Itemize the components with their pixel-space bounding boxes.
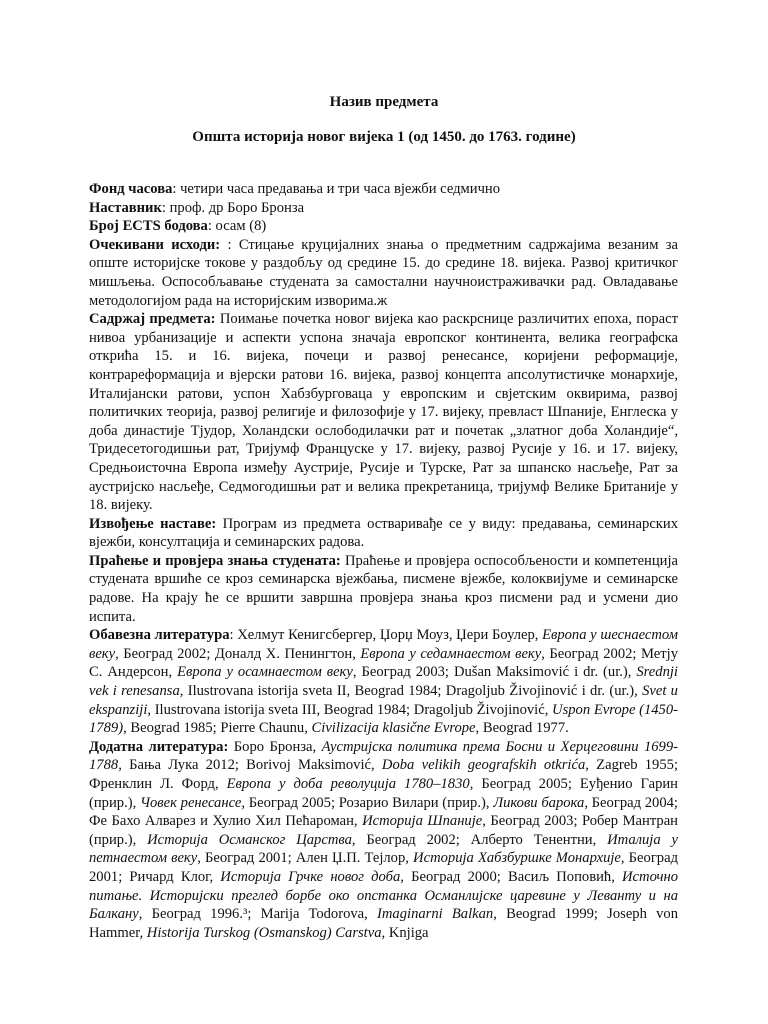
teacher-text: : проф. др Боро Бронза bbox=[161, 199, 305, 216]
ref-text: , Ilustrovana istorija sveta III, Beograd 1984; Dragoljub Živojinović, bbox=[147, 701, 553, 718]
required-literature-label: Обавезна литература bbox=[89, 627, 230, 644]
delivery-label: Извођење наставе: bbox=[89, 515, 217, 532]
ref-text: , Knjiga bbox=[381, 924, 429, 941]
ref-title: Civilizacija klasične Evrope bbox=[311, 720, 476, 737]
ref-title: Историја Османског Царства bbox=[147, 831, 352, 848]
ref-title: Историја Хабзбуршке Монархије bbox=[413, 850, 621, 867]
ref-title: Uspon Evrope (1450-1789) bbox=[89, 701, 679, 737]
course-name-label: Назив предмета bbox=[329, 94, 439, 110]
teacher-label: Наставник bbox=[89, 199, 162, 216]
ref-title: Историја Грчке новог доба bbox=[220, 868, 401, 885]
ref-text: , Београд 2000; Васиљ Поповић, bbox=[400, 868, 623, 885]
ref-text: , Београд 2002; Доналд Х. Пенингтон, bbox=[115, 645, 361, 662]
ref-title: Imaginarni Balkan bbox=[377, 906, 494, 923]
ref-text: , Beograd 1977. bbox=[475, 720, 569, 737]
ref-title: Источно питање. Историјски преглед борбе око опстанка Османлијске царевине у Леванту и на Балкану bbox=[89, 868, 678, 923]
assessment-paragraph bbox=[89, 552, 678, 626]
outcomes-paragraph bbox=[89, 236, 678, 310]
outcomes-label: Очекивани исходи: bbox=[89, 236, 221, 253]
ref-title: Historija Turskog (Osmanskog) Carstva bbox=[146, 924, 382, 941]
ref-text: : Хелмут Кенигсбергер, Џорџ Моуз, Џери Боулер, bbox=[229, 627, 543, 644]
ref-text: Боро Бронза, bbox=[228, 738, 322, 755]
course-title: Општа историја новог вијека 1 (од 1450. до 1763. године) bbox=[192, 129, 576, 145]
additional-literature-label: Додатна литература: bbox=[89, 738, 229, 755]
ref-title: Човек ренесансе bbox=[139, 794, 242, 811]
delivery-paragraph bbox=[89, 515, 678, 552]
ref-text: , Београд 2003; Робер Мантран (прир.), bbox=[89, 813, 678, 848]
ref-text: , Београд 2002; Алберто Тенентни, bbox=[351, 831, 608, 848]
ref-title: Европа у шеснаестом веку bbox=[89, 627, 678, 662]
ref-title: Svet u ekspanziji bbox=[89, 683, 678, 718]
ref-text: , Београд 2001; Ричард Клог, bbox=[89, 850, 679, 885]
required-literature-paragraph bbox=[89, 626, 678, 738]
assessment-label: Праћење и провјера знања студената: bbox=[89, 552, 341, 569]
content-label: Садржај предмета: bbox=[89, 311, 216, 328]
ref-text: , Београд 2003; Dušan Maksimović i dr. (ur.), bbox=[352, 664, 637, 681]
additional-literature-paragraph bbox=[89, 738, 678, 943]
ref-text: , Београд 2004; Фе Бахо Алварез и Хулио Хил Пећароман, bbox=[89, 794, 678, 830]
ref-text: , Београд 1996.³; Marija Todorova, bbox=[138, 906, 378, 923]
ects-text: : осам (8) bbox=[207, 218, 267, 235]
fund-label: Фонд часова bbox=[89, 181, 173, 197]
ref-text: , Beograd 1999; Joseph von Hammer, bbox=[89, 906, 678, 941]
ref-text: , Београд 2002; Метју С. Андерсон, bbox=[89, 645, 678, 681]
assessment-text: Праћење и провјера оспособљености и компетенција студената вршиће се кроз семинарска вјежбања, писмене вјежбе, колоквијуме и семинарске радове. На крају ће се вршити завршна провјера знања кроз писмени рад и усмени дио испита. bbox=[89, 552, 679, 625]
teacher-paragraph bbox=[89, 199, 678, 218]
ref-title: Ликови барока bbox=[493, 794, 585, 811]
ref-text: , Бања Лука 2012; Borivoj Maksimović, bbox=[118, 757, 382, 774]
ref-title: Италија у петнаестом веку bbox=[89, 831, 678, 867]
ref-text: , Beograd 1985; Pierre Chaunu, bbox=[123, 720, 312, 737]
ref-text: , Београд 2001; Ален Џ.П. Тејлор, bbox=[197, 850, 414, 867]
ref-text: , Београд 2005; Еуђенио Гарин (прир.), bbox=[89, 776, 678, 811]
ref-title: Аустријска политика према Босни и Херцеговини 1699-1788 bbox=[89, 738, 678, 774]
ref-title: Европа у седамнаестом веку bbox=[360, 645, 542, 662]
ects-paragraph bbox=[89, 217, 678, 236]
outcomes-text: : Стицање круцијалних знања о предметним садржајима везаним за опште историјске токове у раздобљу од средине 15. до средине 18. вијека. Развој критичког мишљења. Оспособљавање студената за самостални научноистраживачки рад. Овладавање методологијом рада на историјским изворима.ж bbox=[89, 236, 679, 309]
ref-text: , Ilustrovana istorija sveta II, Beograd 1984; Dragoljub Živojinović i dr. (ur.), bbox=[179, 683, 643, 700]
ref-text: , Zagreb 1955; Френклин Л. Форд, bbox=[89, 757, 678, 792]
ects-label: Број ECTS бодова bbox=[89, 218, 208, 235]
content-paragraph bbox=[89, 310, 678, 515]
ref-title: Европа у осамнаестом веку bbox=[177, 664, 353, 681]
delivery-text: Програм из предмета остваривађе се у виду: предавања, семинарских вјежби, консултација и семинарских радова. bbox=[89, 515, 678, 551]
document-body bbox=[89, 180, 678, 942]
fund-text: : четири часа предавања и три часа вјежби седмично bbox=[172, 181, 501, 197]
ref-title: Историја Шпаније bbox=[362, 813, 483, 830]
fund-paragraph bbox=[89, 180, 678, 199]
content-text: Поимање почетка новог вијека као раскрснице различитих епоха, пораст нивоа урбанизације и аспекти успона значаја европског континента, велика географска открића 15. и 16. вијека, почеци и развој ренесансе, коријени реформације, контрареформација и вјерски ратови 16. вијека, развој концепта апсолутистичке монархије, Италијански ратови, успон Хабзбурговаца у европским и свјетским оквирима, развој политичких теорија, развој религије и филозофије у 17. вијеку, превласт Шпаније, Енглеска у доба династије Тјудор, Холандски ослободилачки рат и почетак „златног доба Холандије“, Тридесетогодишњи рат, Тријумф Француске у 17. вијеку, развој Русије у 16. и 17. вијеку, Средњоисточна Европа између Аустрије, Русије и Турске, Рат за шпанско насљеђе, Рат за аустријско насљеђе, Седмогодишњи рат и велика прекретаница, тријумф Велике Британије у 18. вијеку. bbox=[89, 311, 678, 514]
ref-title: Doba velikih geografskih otkrića bbox=[381, 757, 586, 774]
ref-title: Европа у доба револуција 1780–1830 bbox=[226, 776, 470, 792]
ref-title: Srednji vek i renesansa bbox=[89, 664, 678, 700]
ref-text: , Београд 2005; Розарио Вилари (прир.), bbox=[241, 794, 494, 811]
